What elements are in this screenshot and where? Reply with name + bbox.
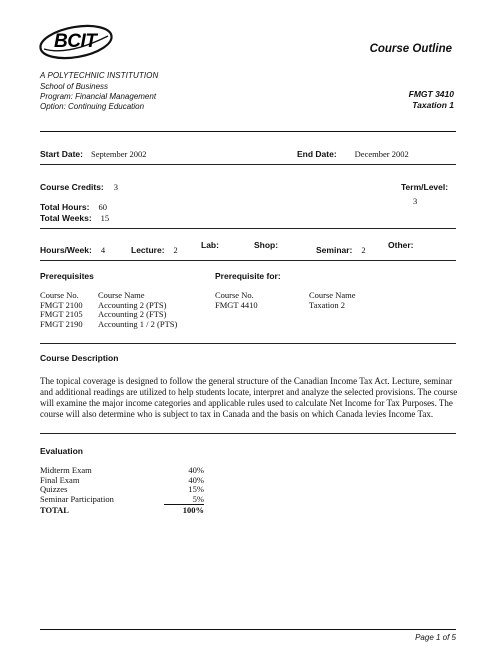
total-hours-value: 60	[98, 202, 107, 212]
prereq-course-no: FMGT 2190	[40, 318, 83, 329]
col-course-name: Course Name	[309, 290, 356, 300]
institution-tagline: A POLYTECHNIC INSTITUTION	[40, 71, 159, 80]
divider-header	[40, 131, 456, 132]
program-name: Program: Financial Management	[40, 92, 157, 101]
seminar-hours	[316, 240, 366, 258]
col-course-no: Course No.	[40, 290, 79, 300]
start-date	[40, 144, 146, 162]
prerequisites-heading: Prerequisites	[40, 271, 94, 281]
term-level-label: Term/Level:	[401, 182, 449, 192]
evaluation-table	[40, 466, 204, 516]
course-credits-value: 3	[113, 182, 119, 192]
document-title: Course Outline	[369, 43, 452, 55]
divider-footer	[40, 629, 456, 630]
evaluation-item-value: 40%	[188, 474, 204, 485]
evaluation-item-label: Quizzes	[40, 484, 68, 494]
shop-label: Shop:	[254, 240, 279, 250]
evaluation-item-label: Seminar Participation	[40, 493, 114, 504]
start-date-value: September 2002	[90, 149, 147, 159]
prerequisite-for-table	[215, 291, 356, 310]
course-description-heading: Course Description	[40, 353, 119, 363]
end-date-label: End Date:	[297, 149, 337, 159]
course-description-text: The topical coverage is designed to follow the general structure of the Canadian Income Tax Act. Lecture, seminar and additional readings are utilized to help students locate, interpret and analyze the selected provisions. The course will examine the major income categories and applicable rules used to calculate Net Income for Tax Purposes. The course will also determine who is subject to tax in Canada and the basis on which Canada levies Income Tax.	[40, 376, 458, 419]
evaluation-item-value: 40%	[188, 465, 204, 475]
bcit-logo	[38, 22, 116, 62]
end-date	[297, 144, 409, 162]
total-weeks-label: Total Weeks:	[40, 213, 92, 223]
table-row	[40, 320, 177, 330]
evaluation-total-label: TOTAL	[40, 505, 69, 515]
end-date-value: December 2002	[354, 149, 409, 159]
course-name: Taxation 1	[412, 100, 454, 110]
evaluation-heading: Evaluation	[40, 446, 83, 456]
hours-per-week	[40, 240, 105, 258]
seminar-label: Seminar:	[316, 245, 353, 255]
evaluation-item-label: Final Exam	[40, 474, 80, 485]
hours-week-label: Hours/Week:	[40, 245, 92, 255]
divider-description	[40, 433, 456, 434]
divider-credits	[40, 228, 456, 229]
table-row	[40, 495, 204, 506]
divider-prerequisites	[40, 343, 456, 344]
divider-hours	[40, 260, 456, 261]
col-course-no: Course No.	[215, 290, 254, 300]
hours-week-value: 4	[100, 245, 106, 255]
table-row	[215, 301, 356, 311]
prerequisite-for-heading: Prerequisite for:	[215, 271, 281, 281]
prereq-course-no: FMGT 2105	[40, 309, 83, 319]
evaluation-total-row	[40, 505, 204, 516]
total-hours-label: Total Hours:	[40, 202, 90, 212]
evaluation-item-value: 5%	[164, 495, 204, 506]
prereq-for-course-name: Taxation 2	[309, 299, 345, 310]
total-weeks-value: 15	[100, 213, 110, 223]
lab-label: Lab:	[201, 240, 219, 250]
start-date-label: Start Date:	[40, 149, 83, 159]
lecture-label: Lecture:	[131, 245, 165, 255]
option-name: Option: Continuing Education	[40, 102, 145, 111]
term-level-value: 3	[413, 196, 418, 206]
prereq-course-name: Accounting 2 (PTS)	[98, 299, 167, 310]
prereq-for-course-no: FMGT 4410	[215, 299, 258, 310]
divider-dates	[40, 164, 456, 165]
prereq-course-no: FMGT 2100	[40, 299, 83, 310]
other-label: Other:	[388, 240, 414, 250]
school-name: School of Business	[40, 82, 109, 91]
prerequisites-table	[40, 291, 177, 329]
seminar-value: 2	[361, 245, 366, 255]
evaluation-item-label: Midterm Exam	[40, 465, 92, 475]
evaluation-item-value: 15%	[188, 484, 204, 494]
course-credits-label: Course Credits:	[40, 182, 104, 192]
logo-text: BCIT	[54, 31, 97, 52]
prereq-course-name: Accounting 1 / 2 (PTS)	[98, 318, 178, 329]
total-weeks	[40, 208, 109, 226]
prereq-course-name: Accounting 2 (FTS)	[98, 309, 167, 319]
course-code: FMGT 3410	[408, 89, 454, 99]
lecture-hours	[131, 240, 178, 258]
col-course-name: Course Name	[98, 290, 145, 300]
course-credits	[40, 177, 118, 195]
page-number: Page 1 of 5	[415, 633, 456, 642]
evaluation-total-value: 100%	[182, 505, 204, 515]
lecture-value: 2	[173, 245, 178, 255]
term-level	[401, 177, 448, 195]
